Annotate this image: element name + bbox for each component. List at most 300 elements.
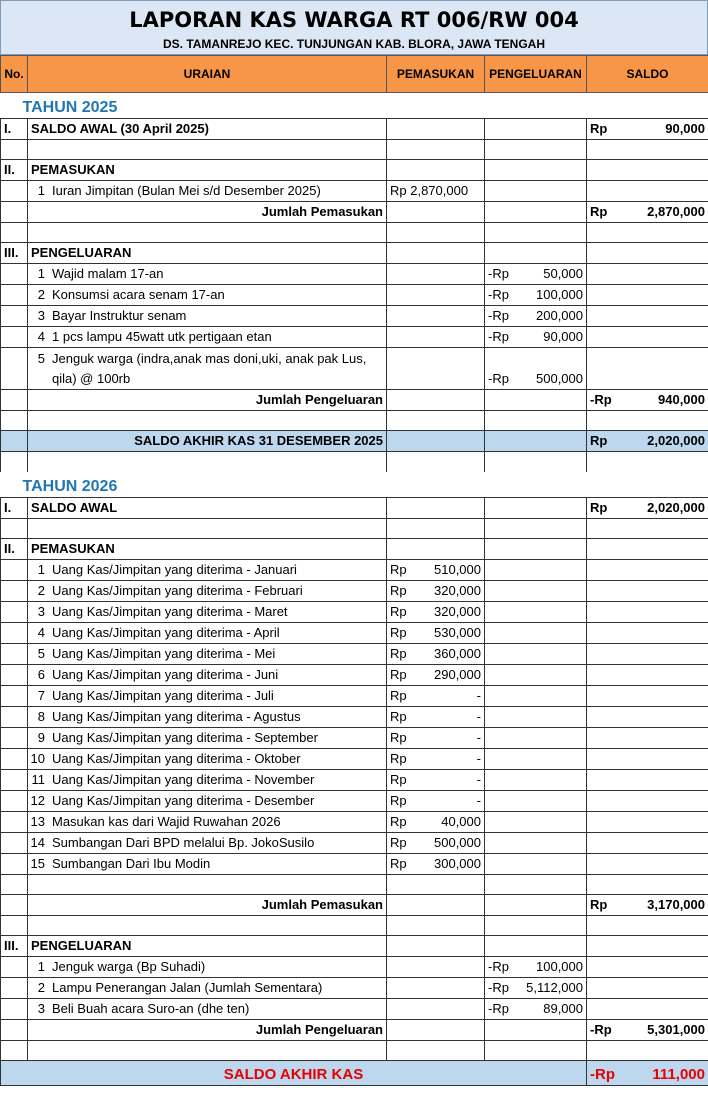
empty-cell [587, 519, 708, 539]
empty-cell [28, 519, 387, 539]
empty-cell [1, 452, 28, 472]
spacer-row [1, 452, 708, 472]
empty-cell [1, 895, 28, 916]
item-number: 1 [37, 183, 45, 198]
jumlah-pengeluaran-row [1, 1020, 708, 1041]
empty-cell [587, 1041, 708, 1061]
item-description [28, 728, 387, 749]
income-amount [387, 665, 485, 686]
item-description [28, 749, 387, 770]
amount-value: 3,170,000 [647, 897, 705, 912]
item-description [28, 581, 387, 602]
empty-cell [28, 223, 387, 243]
income-amount [387, 707, 485, 728]
empty-cell [387, 140, 485, 160]
empty-cell [587, 936, 708, 957]
item-text: Uang Kas/Jimpitan yang diterima - Desember [52, 793, 315, 808]
empty-cell [587, 749, 708, 770]
pemasukan-item-row [1, 833, 708, 854]
empty-cell [587, 812, 708, 833]
income-amount-amount [390, 560, 481, 580]
empty-cell [1, 875, 28, 895]
item-description [28, 560, 387, 581]
blank-row [1, 140, 708, 160]
expense-amount [485, 957, 587, 978]
income-amount-amount [390, 854, 481, 874]
currency-label: Rp [390, 793, 407, 808]
title-block [0, 0, 708, 55]
empty-cell [28, 140, 387, 160]
empty-cell [387, 498, 485, 519]
pengeluaran-heading-row [1, 243, 708, 264]
empty-cell [587, 916, 708, 936]
pemasukan-item-row [1, 812, 708, 833]
currency-label: Rp [590, 500, 608, 515]
saldo-awal-row [1, 498, 708, 519]
empty-cell [387, 999, 485, 1020]
empty-cell [587, 644, 708, 665]
item-number: 3 [37, 1001, 45, 1016]
currency-label: -Rp [488, 266, 509, 281]
empty-cell [485, 181, 587, 202]
empty-cell [485, 854, 587, 875]
empty-cell [387, 411, 485, 431]
currency-label: Rp [590, 433, 608, 448]
expense-amount-amount [488, 978, 583, 998]
item-description [28, 791, 387, 812]
currency-label: Rp [390, 814, 407, 829]
empty-cell [387, 306, 485, 327]
income-amount: Rp 2,870,000 [387, 181, 485, 202]
pengeluaran-item-row [1, 957, 708, 978]
pemasukan-item-row [1, 707, 708, 728]
empty-cell [1, 581, 28, 602]
empty-cell [587, 665, 708, 686]
empty-cell [485, 770, 587, 791]
item-text: Konsumsi acara senam 17-an [52, 287, 225, 302]
amount-value: - [476, 772, 481, 787]
income-amount-amount [390, 749, 481, 769]
amount-value: 100,000 [536, 959, 583, 974]
item-number: 8 [37, 709, 45, 724]
currency-label: Rp [390, 562, 407, 577]
item-text: Lampu Penerangan Jalan (Jumlah Sementara) [52, 980, 323, 995]
empty-cell [28, 452, 387, 472]
amount-value: 500,000 [434, 835, 481, 850]
empty-cell [387, 957, 485, 978]
pemasukan-heading: PEMASUKAN [28, 539, 387, 560]
expense-amount [485, 327, 587, 348]
empty-cell [1, 686, 28, 707]
amount-value: 2,870,000 [647, 204, 705, 219]
jumlah-pemasukan-label: Jumlah Pemasukan [28, 202, 387, 223]
amount-value: 2,020,000 [647, 433, 705, 448]
section-number: II. [1, 539, 28, 560]
item-text: Sumbangan Dari BPD melalui Bp. JokoSusilo [52, 835, 315, 850]
blank-row [1, 875, 708, 895]
empty-cell [587, 306, 708, 327]
empty-cell [387, 978, 485, 999]
item-text: Uang Kas/Jimpitan yang diterima - November [52, 772, 315, 787]
empty-cell [485, 623, 587, 644]
amount-value: 320,000 [434, 583, 481, 598]
year-heading: TAHUN 2025 [22, 99, 118, 116]
currency-label: -Rp [488, 980, 509, 995]
empty-cell [1, 285, 28, 306]
item-text: 1 pcs lampu 45watt utk pertigaan etan [52, 329, 272, 344]
empty-cell [587, 181, 708, 202]
expense-amount [485, 348, 587, 390]
currency-label: -Rp [488, 959, 509, 974]
item-number: 9 [37, 730, 45, 745]
pemasukan-item-row [1, 560, 708, 581]
pengeluaran-heading: PENGELUARAN [28, 243, 387, 264]
empty-cell [387, 936, 485, 957]
item-description [28, 602, 387, 623]
blank-row [1, 1041, 708, 1061]
income-amount-amount [390, 728, 481, 748]
section-number: III. [1, 936, 28, 957]
empty-cell [387, 895, 485, 916]
item-number: 4 [37, 625, 45, 640]
income-amount-amount [390, 833, 481, 853]
empty-cell [587, 770, 708, 791]
item-text: Uang Kas/Jimpitan yang diterima - Juli [52, 688, 274, 703]
empty-cell [485, 686, 587, 707]
amount-value: 2,020,000 [647, 500, 705, 515]
amount-value: 360,000 [434, 646, 481, 661]
pemasukan-item-row [1, 181, 708, 202]
empty-cell [28, 411, 387, 431]
empty-cell [1, 833, 28, 854]
empty-cell [1, 602, 28, 623]
income-amount [387, 623, 485, 644]
empty-cell [587, 539, 708, 560]
empty-cell [1, 916, 28, 936]
empty-cell [1, 1020, 28, 1041]
item-number: 2 [37, 287, 45, 302]
pemasukan-item-row [1, 749, 708, 770]
item-number: 6 [37, 667, 45, 682]
income-amount [387, 686, 485, 707]
empty-cell [485, 749, 587, 770]
item-description [28, 957, 387, 978]
empty-cell [1, 623, 28, 644]
saldo-akhir-row [1, 431, 708, 452]
empty-cell [485, 1041, 587, 1061]
item-number: 2 [37, 980, 45, 995]
currency-label: Rp [390, 667, 407, 682]
saldo-awal-label: SALDO AWAL [28, 498, 387, 519]
empty-cell [485, 431, 587, 452]
amount-value: 90,000 [543, 329, 583, 344]
item-description [28, 644, 387, 665]
pengeluaran-item-row [1, 999, 708, 1020]
empty-cell [387, 243, 485, 264]
item-description [28, 770, 387, 791]
empty-cell [587, 223, 708, 243]
empty-cell [485, 707, 587, 728]
saldo-akhir-label: SALDO AKHIR KAS 31 DESEMBER 2025 [28, 431, 387, 452]
currency-label: Rp [390, 646, 407, 661]
jumlah-pemasukan-value-amount [590, 202, 705, 222]
empty-cell [1, 957, 28, 978]
empty-cell [485, 1020, 587, 1041]
empty-cell [485, 160, 587, 181]
income-amount [387, 581, 485, 602]
empty-cell [587, 686, 708, 707]
empty-cell [485, 644, 587, 665]
currency-label: -Rp [488, 1001, 509, 1016]
item-description [28, 264, 387, 285]
empty-cell [587, 854, 708, 875]
jumlah-pemasukan-value [587, 895, 708, 916]
empty-cell [485, 833, 587, 854]
empty-cell [485, 581, 587, 602]
empty-cell [587, 602, 708, 623]
amount-value: 40,000 [441, 814, 481, 829]
empty-cell [587, 728, 708, 749]
empty-cell [587, 833, 708, 854]
item-description [28, 327, 387, 348]
empty-cell [485, 812, 587, 833]
jumlah-pemasukan-value-amount [590, 895, 705, 915]
item-text: Uang Kas/Jimpitan yang diterima - Juni [52, 667, 279, 682]
saldo-akhir-value [587, 431, 708, 452]
expense-amount-amount [488, 327, 583, 347]
amount-value: 940,000 [658, 392, 705, 407]
item-number: 1 [37, 959, 45, 974]
empty-cell [1, 644, 28, 665]
empty-cell [485, 140, 587, 160]
empty-cell [587, 791, 708, 812]
item-number: 3 [37, 604, 45, 619]
empty-cell [587, 264, 708, 285]
empty-cell [587, 327, 708, 348]
empty-cell [1, 264, 28, 285]
empty-cell [587, 411, 708, 431]
saldo-akhir-label: SALDO AKHIR KAS [1, 1061, 587, 1086]
empty-cell [485, 519, 587, 539]
pengeluaran-item-row [1, 285, 708, 306]
amount-value: - [476, 730, 481, 745]
empty-cell [485, 119, 587, 140]
empty-cell [387, 327, 485, 348]
currency-label: -Rp [488, 329, 509, 344]
empty-cell [587, 875, 708, 895]
year-heading-row [1, 93, 708, 119]
empty-cell [587, 285, 708, 306]
item-text: Uang Kas/Jimpitan yang diterima - Februari [52, 583, 303, 598]
empty-cell [1, 749, 28, 770]
empty-cell [1, 181, 28, 202]
empty-cell [1, 348, 28, 390]
empty-cell [587, 560, 708, 581]
header-no: No. [1, 56, 28, 93]
jumlah-pengeluaran-label: Jumlah Pengeluaran [28, 1020, 387, 1041]
currency-label: -Rp [488, 308, 509, 323]
income-amount [387, 602, 485, 623]
expense-amount [485, 285, 587, 306]
saldo-awal-value [587, 119, 708, 140]
empty-cell [1, 999, 28, 1020]
empty-cell [485, 452, 587, 472]
currency-label: Rp [390, 751, 407, 766]
income-amount-amount [390, 770, 481, 790]
income-amount-amount [390, 791, 481, 811]
empty-cell [1, 707, 28, 728]
income-amount [387, 812, 485, 833]
empty-cell [485, 202, 587, 223]
empty-cell [1, 202, 28, 223]
item-description [28, 978, 387, 999]
expense-amount-amount [488, 369, 583, 389]
item-description [28, 348, 387, 390]
empty-cell [387, 119, 485, 140]
empty-cell [587, 348, 708, 390]
pemasukan-heading-row [1, 539, 708, 560]
header-pemasukan: PEMASUKAN [387, 56, 485, 93]
section-number: II. [1, 160, 28, 181]
pemasukan-item-row [1, 686, 708, 707]
pemasukan-item-row [1, 854, 708, 875]
pemasukan-item-row [1, 728, 708, 749]
year-heading-row [1, 472, 708, 498]
income-amount [387, 791, 485, 812]
income-amount-amount [390, 602, 481, 622]
pengeluaran-item-row [1, 978, 708, 999]
currency-label: Rp [390, 856, 407, 871]
amount-value: 5,112,000 [526, 980, 583, 995]
expense-amount [485, 306, 587, 327]
currency-label: -Rp [590, 1022, 612, 1037]
empty-cell [1, 327, 28, 348]
saldo-akhir-value [587, 1061, 708, 1086]
saldo-awal-label: SALDO AWAL (30 April 2025) [28, 119, 387, 140]
empty-cell [387, 285, 485, 306]
empty-cell [485, 411, 587, 431]
amount-value: - [476, 751, 481, 766]
income-amount-amount [390, 686, 481, 706]
item-number: 10 [30, 751, 45, 766]
empty-cell [387, 202, 485, 223]
empty-cell [387, 160, 485, 181]
item-text: Uang Kas/Jimpitan yang diterima - Agustus [52, 709, 301, 724]
amount-value: 50,000 [543, 266, 583, 281]
blank-row [1, 519, 708, 539]
amount-value: 510,000 [434, 562, 481, 577]
currency-label: Rp [390, 688, 407, 703]
empty-cell [387, 1020, 485, 1041]
currency-label: Rp [390, 709, 407, 724]
section-number: III. [1, 243, 28, 264]
income-amount [387, 770, 485, 791]
empty-cell [1, 770, 28, 791]
empty-cell [387, 452, 485, 472]
empty-cell [485, 602, 587, 623]
currency-label: -Rp [488, 287, 509, 302]
income-amount [387, 854, 485, 875]
currency-label: Rp [390, 583, 407, 598]
item-text: Masukan kas dari Wajid Ruwahan 2026 [52, 814, 281, 829]
amount-value: 530,000 [434, 625, 481, 640]
amount-value: 89,000 [543, 1001, 583, 1016]
header-saldo: SALDO [587, 56, 708, 93]
item-description [28, 623, 387, 644]
income-amount [387, 749, 485, 770]
item-number: 13 [30, 814, 45, 829]
empty-cell [485, 895, 587, 916]
item-number: 5 [37, 646, 45, 661]
saldo-akhir-value-amount [590, 431, 705, 451]
income-amount [387, 728, 485, 749]
item-text: Uang Kas/Jimpitan yang diterima - Maret [52, 604, 288, 619]
item-number: 5 [37, 351, 45, 366]
amount-value: 200,000 [536, 308, 583, 323]
empty-cell [485, 728, 587, 749]
income-amount-amount [390, 707, 481, 727]
section-number: I. [1, 498, 28, 519]
amount-value: - [476, 709, 481, 724]
item-number: 14 [30, 835, 45, 850]
currency-label: Rp [390, 835, 407, 850]
item-text: Uang Kas/Jimpitan yang diterima - Oktober [52, 751, 301, 766]
year-heading: TAHUN 2026 [22, 478, 118, 495]
item-text: Uang Kas/Jimpitan yang diterima - Januari [52, 562, 297, 577]
empty-cell [485, 916, 587, 936]
item-description [28, 854, 387, 875]
item-text: Jenguk warga (indra,anak mas doni,uki, anak pak Lus, qila) @ 100rb [52, 351, 367, 386]
empty-cell [1, 411, 28, 431]
item-text: Beli Buah acara Suro-an (dhe ten) [52, 1001, 250, 1016]
saldo-awal-value [587, 498, 708, 519]
empty-cell [1, 223, 28, 243]
item-number: 11 [31, 772, 45, 787]
empty-cell [485, 791, 587, 812]
jumlah-pengeluaran-value [587, 1020, 708, 1041]
item-number: 15 [30, 856, 45, 871]
empty-cell [485, 390, 587, 411]
item-text: Iuran Jimpitan (Bulan Mei s/d Desember 2025) [52, 183, 321, 198]
blank-row [1, 411, 708, 431]
empty-cell [1, 560, 28, 581]
empty-cell [387, 875, 485, 895]
amount-value: 5,301,000 [647, 1022, 705, 1037]
pemasukan-item-row [1, 602, 708, 623]
currency-label: -Rp [590, 392, 612, 407]
amount-value: 290,000 [434, 667, 481, 682]
expense-amount-amount [488, 306, 583, 326]
empty-cell [587, 581, 708, 602]
empty-cell [387, 519, 485, 539]
item-number: 3 [37, 308, 45, 323]
pengeluaran-heading: PENGELUARAN [28, 936, 387, 957]
empty-cell [1, 306, 28, 327]
pengeluaran-heading-row [1, 936, 708, 957]
currency-label: -Rp [590, 1066, 615, 1083]
saldo-awal-value-amount [590, 119, 705, 139]
report-title: LAPORAN KAS WARGA RT 006/RW 004 [129, 8, 579, 32]
empty-cell [485, 936, 587, 957]
empty-cell [587, 452, 708, 472]
pemasukan-heading: PEMASUKAN [28, 160, 387, 181]
expense-amount-amount [488, 957, 583, 977]
empty-cell [387, 431, 485, 452]
empty-cell [28, 875, 387, 895]
report-table [0, 55, 708, 1086]
empty-cell [387, 390, 485, 411]
pemasukan-item-row [1, 770, 708, 791]
